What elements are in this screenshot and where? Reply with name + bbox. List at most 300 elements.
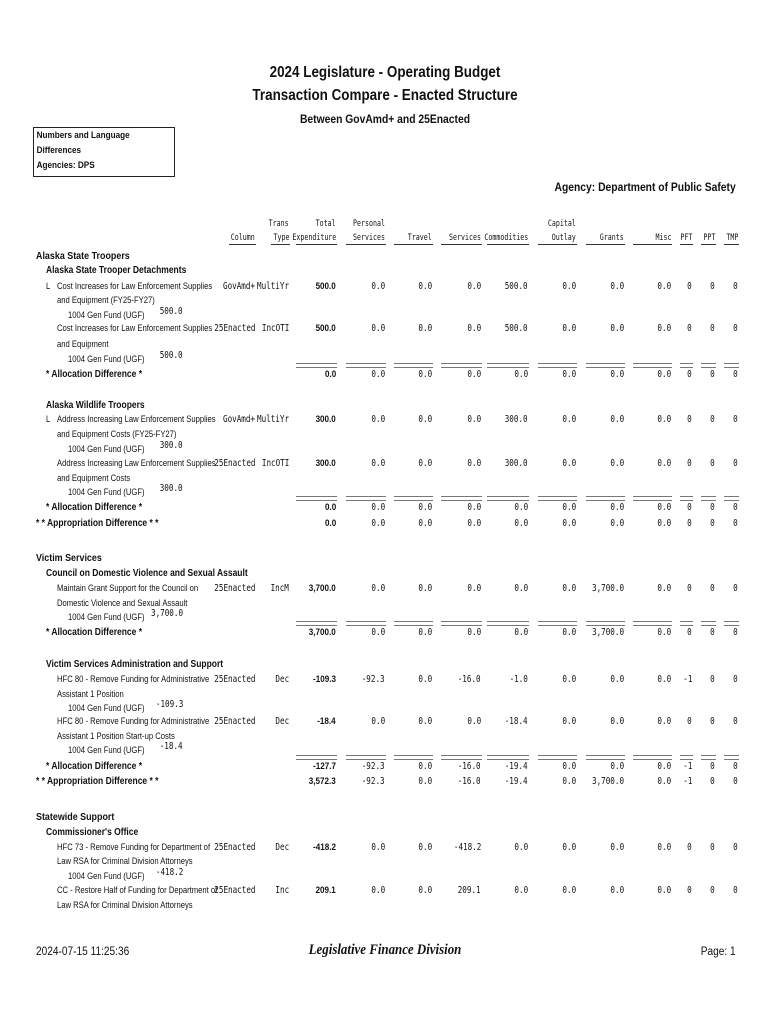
fund-source-label: 1004 Gen Fund (UGF) [68, 703, 145, 713]
cell-grants: 0.0 [610, 518, 624, 529]
cell-column: 25Enacted [213, 674, 255, 685]
footer-timestamp: 2024-07-15 11:25:36 [36, 946, 130, 958]
cell-capital: 0.0 [562, 518, 576, 529]
cell-travel: 0.0 [418, 323, 432, 334]
cell-travel: 0.0 [418, 414, 432, 425]
cell-services: 0.0 [467, 502, 481, 513]
subtotal-rule [394, 755, 433, 760]
cell-travel: 0.0 [418, 674, 432, 685]
header-underline [633, 244, 672, 245]
subtotal-rule [487, 621, 529, 626]
cell-personal: 0.0 [371, 627, 385, 638]
agency-label: Agency: Department of Public Safety [554, 180, 736, 194]
cell-tmp: 0 [733, 716, 738, 727]
allocation-difference-label: * Allocation Difference * [46, 627, 143, 638]
cell-personal: -92.3 [362, 761, 385, 772]
cell-commodities: -18.4 [505, 716, 528, 727]
header-underline [538, 244, 577, 245]
cell-column: GovAmd+ [222, 281, 255, 292]
cell-capital: 0.0 [562, 761, 576, 772]
cell-tmp: 0 [733, 323, 738, 334]
subsection-heading: Alaska State Trooper Detachments [46, 265, 187, 276]
cell-total: 500.0 [315, 323, 336, 334]
filter-criteria-box [33, 127, 175, 177]
cell-personal: 0.0 [371, 583, 385, 594]
cell-grants: 3,700.0 [591, 627, 624, 638]
cell-ppt: 0 [710, 627, 715, 638]
allocation-difference-label: * Allocation Difference * [46, 761, 143, 772]
comparison-subtitle: Between GovAmd+ and 25Enacted [299, 112, 471, 126]
cell-commodities: 0.0 [514, 502, 528, 513]
cell-tmp: 0 [733, 502, 738, 513]
cell-grants: 0.0 [610, 716, 624, 727]
cell-commodities: 300.0 [505, 458, 528, 469]
cell-grants: 0.0 [610, 458, 624, 469]
transaction-prefix: L [46, 281, 51, 291]
cell-services: 0.0 [467, 627, 481, 638]
cell-total: 3,700.0 [309, 583, 336, 594]
cell-ppt: 0 [710, 518, 715, 529]
cell-total: -18.4 [317, 716, 336, 727]
table-row-item [0, 414, 770, 428]
cell-services: -16.0 [458, 761, 481, 772]
cell-grants: 0.0 [610, 369, 624, 380]
cell-ppt: 0 [710, 323, 715, 334]
cell-services: 0.0 [467, 323, 481, 334]
subtotal-rule [346, 755, 386, 760]
cell-tmp: 0 [733, 458, 738, 469]
column-header-commodities: Commodities [484, 233, 528, 243]
table-row-fund [0, 699, 770, 717]
subtotal-rule [441, 621, 482, 626]
table-row-item [0, 842, 770, 856]
cell-misc: 0.0 [657, 842, 671, 853]
cell-commodities: 500.0 [505, 323, 528, 334]
cell-capital: 0.0 [562, 369, 576, 380]
cell-tmp: 0 [733, 369, 738, 380]
header-underline [441, 244, 482, 245]
cell-ppt: 0 [710, 885, 715, 896]
cell-commodities: 0.0 [514, 518, 528, 529]
cell-total: 3,700.0 [309, 627, 336, 638]
table-row-alloc [0, 369, 770, 383]
cell-services: 0.0 [467, 369, 481, 380]
cell-capital: 0.0 [562, 842, 576, 853]
header-underline [394, 244, 433, 245]
header-underline [271, 244, 290, 245]
column-header-total: Total [316, 219, 336, 229]
fund-source-label: 1004 Gen Fund (UGF) [68, 444, 145, 454]
column-header-trans: Type [273, 233, 289, 243]
fund-amount: 300.0 [160, 483, 183, 494]
cell-services: 0.0 [467, 716, 481, 727]
subtotal-rule [538, 496, 577, 501]
cell-personal: 0.0 [371, 414, 385, 425]
table-row-item [0, 583, 770, 597]
cell-tmp: 0 [733, 414, 738, 425]
fund-amount: 500.0 [160, 306, 183, 317]
column-header-capital: Outlay [552, 233, 576, 243]
transaction-description-continued: Assistant 1 Position Start-up Costs [57, 731, 175, 741]
cell-tmp: 0 [733, 518, 738, 529]
cell-services: -418.2 [453, 842, 481, 853]
cell-personal: -92.3 [362, 674, 385, 685]
cell-ppt: 0 [710, 502, 715, 513]
subtotal-rule [346, 621, 386, 626]
header-underline [346, 244, 386, 245]
subtotal-rule [394, 621, 433, 626]
transaction-description-continued: Domestic Violence and Sexual Assault [57, 598, 188, 608]
table-row-alloc [0, 627, 770, 641]
cell-pft: 0 [687, 281, 692, 292]
cell-misc: 0.0 [657, 281, 671, 292]
cell-personal: 0.0 [371, 518, 385, 529]
cell-travel: 0.0 [418, 761, 432, 772]
transaction-description-continued: and Equipment [57, 339, 109, 349]
transaction-description: Address Increasing Law Enforcement Supplies [57, 458, 216, 468]
section-heading: Alaska State Troopers [36, 250, 130, 262]
subtotal-rule [346, 496, 386, 501]
cell-travel: 0.0 [418, 518, 432, 529]
transaction-description: Cost Increases for Law Enforcement Supplies [57, 281, 213, 291]
transaction-description-continued: and Equipment Costs [57, 473, 131, 483]
subtotal-rule [701, 496, 716, 501]
subtotal-rule [724, 621, 739, 626]
table-row-h2 [0, 400, 770, 414]
cell-travel: 0.0 [418, 842, 432, 853]
cell-pft: 0 [687, 842, 692, 853]
cell-misc: 0.0 [657, 414, 671, 425]
table-row-h1 [0, 552, 770, 566]
cell-personal: 0.0 [371, 842, 385, 853]
cell-column: 25Enacted [213, 323, 255, 334]
cell-tmp: 0 [733, 761, 738, 772]
filter-line: Differences [36, 145, 82, 156]
header-underline [680, 244, 693, 245]
cell-ppt: 0 [710, 674, 715, 685]
table-row-h2 [0, 827, 770, 841]
cell-total: -127.7 [313, 761, 336, 772]
report-subtitle: Transaction Compare - Enacted Structure [252, 87, 518, 104]
subtotal-rule [701, 621, 716, 626]
cell-commodities: 0.0 [514, 369, 528, 380]
cell-personal: 0.0 [371, 885, 385, 896]
cell-ppt: 0 [710, 281, 715, 292]
cell-pft: 0 [687, 518, 692, 529]
cell-column: 25Enacted [213, 842, 255, 853]
appropriation-difference-label: * * Appropriation Difference * * [36, 518, 159, 529]
table-row-cont [0, 429, 770, 443]
footer-page-number: Page: 1 [701, 946, 736, 958]
section-heading: Victim Services [36, 552, 102, 564]
table-row-cont [0, 900, 770, 914]
cell-travel: 0.0 [418, 627, 432, 638]
fund-amount: 300.0 [160, 440, 183, 451]
transaction-description: Cost Increases for Law Enforcement Supplies [57, 323, 213, 333]
cell-grants: 0.0 [610, 502, 624, 513]
cell-ppt: 0 [710, 458, 715, 469]
cell-commodities: 500.0 [505, 281, 528, 292]
cell-total: -109.3 [313, 674, 336, 685]
table-row-approp [0, 518, 770, 532]
subtotal-rule [487, 755, 529, 760]
cell-pft: 0 [687, 885, 692, 896]
cell-services: 0.0 [467, 414, 481, 425]
subsection-heading: Alaska Wildlife Troopers [46, 400, 145, 411]
cell-services: 0.0 [467, 458, 481, 469]
fund-source-label: 1004 Gen Fund (UGF) [68, 487, 145, 497]
footer-division-signature: Legislative Finance Division [308, 942, 462, 958]
table-row-h1 [0, 811, 770, 825]
table-row-item [0, 458, 770, 472]
column-header-grants: Grants [600, 233, 624, 243]
cell-total: -418.2 [313, 842, 336, 853]
cell-capital: 0.0 [562, 458, 576, 469]
subtotal-rule [346, 363, 386, 368]
subtotal-rule [724, 496, 739, 501]
fund-source-label: 1004 Gen Fund (UGF) [68, 745, 145, 755]
transaction-description-continued: and Equipment Costs (FY25-FY27) [57, 429, 177, 439]
cell-misc: 0.0 [657, 885, 671, 896]
transaction-description: HFC 80 - Remove Funding for Administrative [57, 716, 210, 726]
cell-grants: 0.0 [610, 885, 624, 896]
cell-commodities: 300.0 [505, 414, 528, 425]
cell-services: 0.0 [467, 281, 481, 292]
cell-trans: IncOTI [261, 458, 289, 469]
cell-tmp: 0 [733, 674, 738, 685]
subtotal-rule [586, 363, 625, 368]
cell-commodities: -19.4 [505, 761, 528, 772]
cell-travel: 0.0 [418, 776, 432, 787]
subtotal-rule [633, 363, 672, 368]
subsection-heading: Commissioner's Office [46, 827, 139, 838]
subtotal-rule [633, 755, 672, 760]
cell-capital: 0.0 [562, 674, 576, 685]
cell-travel: 0.0 [418, 716, 432, 727]
table-row-cont [0, 731, 770, 745]
transaction-description: HFC 80 - Remove Funding for Administrative [57, 674, 210, 684]
cell-misc: 0.0 [657, 502, 671, 513]
column-header-personal: Services [353, 233, 385, 243]
cell-tmp: 0 [733, 627, 738, 638]
cell-capital: 0.0 [562, 323, 576, 334]
cell-services: 0.0 [467, 583, 481, 594]
transaction-description-continued: Assistant 1 Position [57, 689, 124, 699]
cell-commodities: 0.0 [514, 583, 528, 594]
table-row-cont [0, 598, 770, 612]
column-header-travel: Travel [408, 233, 432, 243]
report-title: 2024 Legislature - Operating Budget [269, 64, 501, 81]
subsection-heading: Council on Domestic Violence and Sexual Assault [46, 568, 248, 579]
cell-travel: 0.0 [418, 583, 432, 594]
cell-misc: 0.0 [657, 627, 671, 638]
cell-pft: 0 [687, 583, 692, 594]
table-row-fund [0, 440, 770, 458]
cell-trans: Dec [275, 674, 289, 685]
cell-misc: 0.0 [657, 458, 671, 469]
column-header-personal: Personal [353, 219, 385, 229]
cell-services: 0.0 [467, 518, 481, 529]
cell-trans: MultiYr [256, 281, 289, 292]
cell-pft: 0 [687, 458, 692, 469]
subtotal-rule [680, 621, 693, 626]
fund-source-label: 1004 Gen Fund (UGF) [68, 354, 145, 364]
column-header-total: Expenditure [292, 233, 336, 243]
cell-column: 25Enacted [213, 716, 255, 727]
cell-grants: 3,700.0 [591, 583, 624, 594]
header-underline [586, 244, 625, 245]
subtotal-rule [538, 755, 577, 760]
subtotal-rule [680, 755, 693, 760]
fund-amount: -418.2 [155, 867, 183, 878]
transaction-description-continued: and Equipment (FY25-FY27) [57, 295, 155, 305]
transaction-description: CC - Restore Half of Funding for Department of [57, 885, 218, 895]
subtotal-rule [441, 496, 482, 501]
subtotal-rule [680, 496, 693, 501]
cell-trans: Inc [275, 885, 289, 896]
cell-capital: 0.0 [562, 583, 576, 594]
fund-source-label: 1004 Gen Fund (UGF) [68, 612, 145, 622]
subtotal-rule [296, 363, 337, 368]
cell-trans: Dec [275, 716, 289, 727]
table-row-cont [0, 856, 770, 870]
cell-capital: 0.0 [562, 716, 576, 727]
cell-personal: 0.0 [371, 323, 385, 334]
cell-capital: 0.0 [562, 885, 576, 896]
cell-tmp: 0 [733, 842, 738, 853]
header-underline [296, 244, 337, 245]
transaction-description: Maintain Grant Support for the Council on [57, 583, 199, 593]
subtotal-rule [586, 755, 625, 760]
header-underline [724, 244, 739, 245]
table-row-h2 [0, 265, 770, 279]
column-header-tmp: TMP [726, 233, 738, 243]
fund-amount: 500.0 [160, 350, 183, 361]
header-underline [487, 244, 529, 245]
cell-pft: 0 [687, 627, 692, 638]
section-heading: Statewide Support [36, 811, 115, 823]
cell-misc: 0.0 [657, 776, 671, 787]
cell-total: 300.0 [315, 414, 336, 425]
subtotal-rule [296, 496, 337, 501]
cell-trans: Dec [275, 842, 289, 853]
cell-ppt: 0 [710, 716, 715, 727]
cell-total: 0.0 [324, 369, 336, 380]
fund-source-label: 1004 Gen Fund (UGF) [68, 871, 145, 881]
transaction-description: Address Increasing Law Enforcement Supplies [57, 414, 216, 424]
cell-personal: 0.0 [371, 369, 385, 380]
table-row-item [0, 885, 770, 899]
cell-grants: 0.0 [610, 842, 624, 853]
cell-ppt: 0 [710, 583, 715, 594]
subtotal-rule [296, 621, 337, 626]
cell-commodities: 0.0 [514, 842, 528, 853]
subtotal-rule [586, 621, 625, 626]
cell-misc: 0.0 [657, 761, 671, 772]
cell-total: 3,572.3 [309, 776, 336, 787]
cell-tmp: 0 [733, 776, 738, 787]
subtotal-rule [394, 496, 433, 501]
cell-ppt: 0 [710, 369, 715, 380]
cell-personal: -92.3 [362, 776, 385, 787]
cell-grants: 0.0 [610, 323, 624, 334]
cell-trans: IncM [270, 583, 289, 594]
table-row-item [0, 674, 770, 688]
cell-travel: 0.0 [418, 885, 432, 896]
cell-travel: 0.0 [418, 369, 432, 380]
cell-total: 0.0 [324, 518, 336, 529]
cell-tmp: 0 [733, 885, 738, 896]
cell-misc: 0.0 [657, 583, 671, 594]
table-row-cont [0, 473, 770, 487]
cell-pft: -1 [682, 761, 692, 772]
cell-grants: 3,700.0 [591, 776, 624, 787]
table-row-alloc [0, 502, 770, 516]
cell-pft: -1 [682, 674, 692, 685]
cell-column: GovAmd+ [222, 414, 255, 425]
column-header-column: Column [231, 233, 255, 243]
cell-tmp: 0 [733, 281, 738, 292]
cell-misc: 0.0 [657, 674, 671, 685]
cell-total: 0.0 [324, 502, 336, 513]
cell-services: -16.0 [458, 776, 481, 787]
column-header-capital: Capital [548, 219, 576, 229]
cell-capital: 0.0 [562, 502, 576, 513]
table-row-item [0, 323, 770, 337]
cell-trans: IncOTI [261, 323, 289, 334]
subtotal-rule [633, 621, 672, 626]
appropriation-difference-label: * * Appropriation Difference * * [36, 776, 159, 787]
table-row-cont [0, 295, 770, 309]
cell-pft: 0 [687, 414, 692, 425]
fund-source-label: 1004 Gen Fund (UGF) [68, 310, 145, 320]
cell-misc: 0.0 [657, 369, 671, 380]
cell-ppt: 0 [710, 842, 715, 853]
column-header-misc: Misc [655, 233, 671, 243]
allocation-difference-label: * Allocation Difference * [46, 369, 143, 380]
subtotal-rule [441, 363, 482, 368]
table-row-approp [0, 776, 770, 790]
cell-pft: 0 [687, 502, 692, 513]
filter-line: Numbers and Language [36, 130, 130, 141]
cell-tmp: 0 [733, 583, 738, 594]
subtotal-rule [701, 363, 716, 368]
cell-capital: 0.0 [562, 627, 576, 638]
cell-personal: 0.0 [371, 281, 385, 292]
subtotal-rule [538, 363, 577, 368]
cell-column: 25Enacted [213, 458, 255, 469]
subtotal-rule [487, 363, 529, 368]
cell-travel: 0.0 [418, 458, 432, 469]
cell-total: 500.0 [315, 281, 336, 292]
cell-ppt: 0 [710, 414, 715, 425]
table-row-h2 [0, 659, 770, 673]
cell-ppt: 0 [710, 776, 715, 787]
cell-capital: 0.0 [562, 281, 576, 292]
cell-commodities: 0.0 [514, 885, 528, 896]
transaction-description-continued: Law RSA for Criminal Division Attorneys [57, 856, 193, 866]
filter-line: Agencies: DPS [36, 160, 95, 171]
table-row-cont [0, 689, 770, 703]
cell-grants: 0.0 [610, 674, 624, 685]
transaction-description: HFC 73 - Remove Funding for Department of [57, 842, 211, 852]
table-row-cont [0, 339, 770, 353]
table-row-item [0, 281, 770, 295]
cell-grants: 0.0 [610, 761, 624, 772]
subtotal-rule [296, 755, 337, 760]
subtotal-rule [633, 496, 672, 501]
subtotal-rule [701, 755, 716, 760]
